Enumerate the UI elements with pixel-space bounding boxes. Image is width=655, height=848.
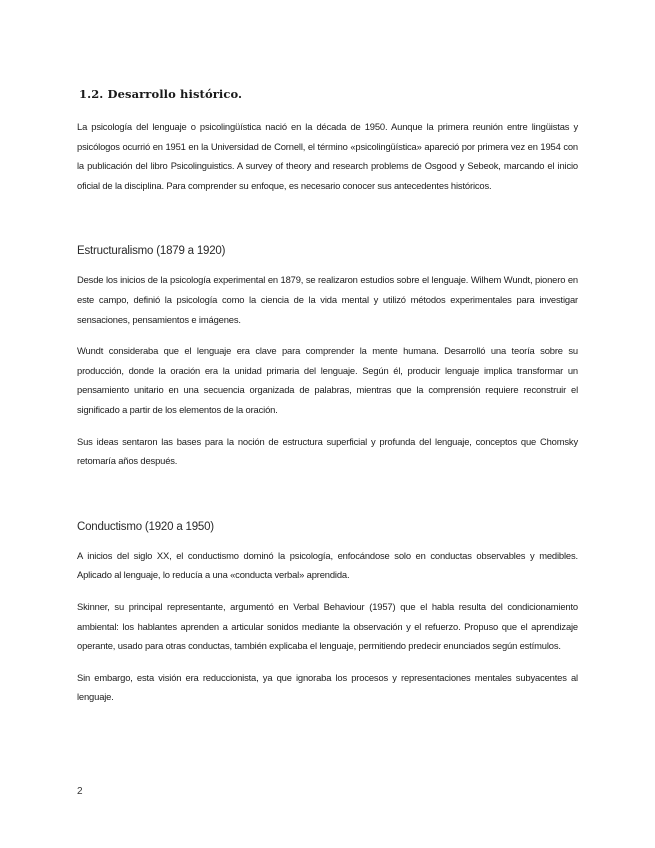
structuralism-paragraph-3: Sus ideas sentaron las bases para la noción de estructura superficial y profunda del lenguaje, conceptos que Chomsky retomaría años después.: [77, 435, 578, 467]
section-title: 1.2. Desarrollo histórico.: [79, 87, 243, 101]
spacer: [77, 207, 578, 245]
behaviorism-paragraph-2: Skinner, su principal representante, argumentó en Verbal Behaviour (1957) que el habla resulta del condicionamiento ambiental: los hablantes aprenden a articular sonidos mediante la observación y el refuerzo. Propuso que el aprendizaje operante, usado para otras conductas, también explicaba el lenguaje, permitiendo predecir enunciados según estímulos.: [77, 600, 578, 652]
spacer: [77, 483, 578, 521]
structuralism-paragraph-2: Wundt consideraba que el lenguaje era clave para comprender la mente humana. Desarrolló una teoría sobre su producción, donde la oración era la unidad primaria del lenguaje. Según él, producir lenguaje implica transformar un pensamiento unitario en una secuencia organizada de palabras, mientras que la comprensión requiere reconstruir el significado a partir de los elementos de la oración.: [77, 345, 578, 415]
structuralism-heading: Estructuralismo (1879 a 1920): [77, 245, 226, 258]
page-content: [77, 87, 578, 719]
behaviorism-heading: Conductismo (1920 a 1950): [77, 520, 214, 533]
page-number: 2: [77, 786, 83, 797]
behaviorism-paragraph-1: A inicios del siglo XX, el conductismo dominó la psicología, enfocándose solo en conductas observables y medibles. Aplicado al lenguaje, lo reducía a una «conducta verbal» aprendida.: [77, 549, 578, 581]
intro-paragraph: La psicología del lenguaje o psicolingüística nació en la década de 1950. Aunque la primera reunión entre lingüistas y psicólogos ocurrió en 1951 en la Universidad de Cornell, el término «psicolingüística» apareció por primera vez en 1954 con la publicación del libro Psicolinguistics. A survey of theory and research problems de Osgood y Sebeok, marcando el inicio oficial de la disciplina. Para comprender su enfoque, es necesario conocer sus antecedentes históricos.: [77, 121, 578, 191]
behaviorism-paragraph-3: Sin embargo, esta visión era reduccionista, ya que ignoraba los procesos y representaciones mentales subyacentes al lenguaje.: [77, 671, 578, 703]
structuralism-paragraph-1: Desde los inicios de la psicología experimental en 1879, se realizaron estudios sobre el lenguaje. Wilhem Wundt, pionero en este campo, definió la psicología como la ciencia de la vida mental y utilizó métodos experimentales para investigar sensaciones, pensamientos e imágenes.: [77, 274, 578, 325]
